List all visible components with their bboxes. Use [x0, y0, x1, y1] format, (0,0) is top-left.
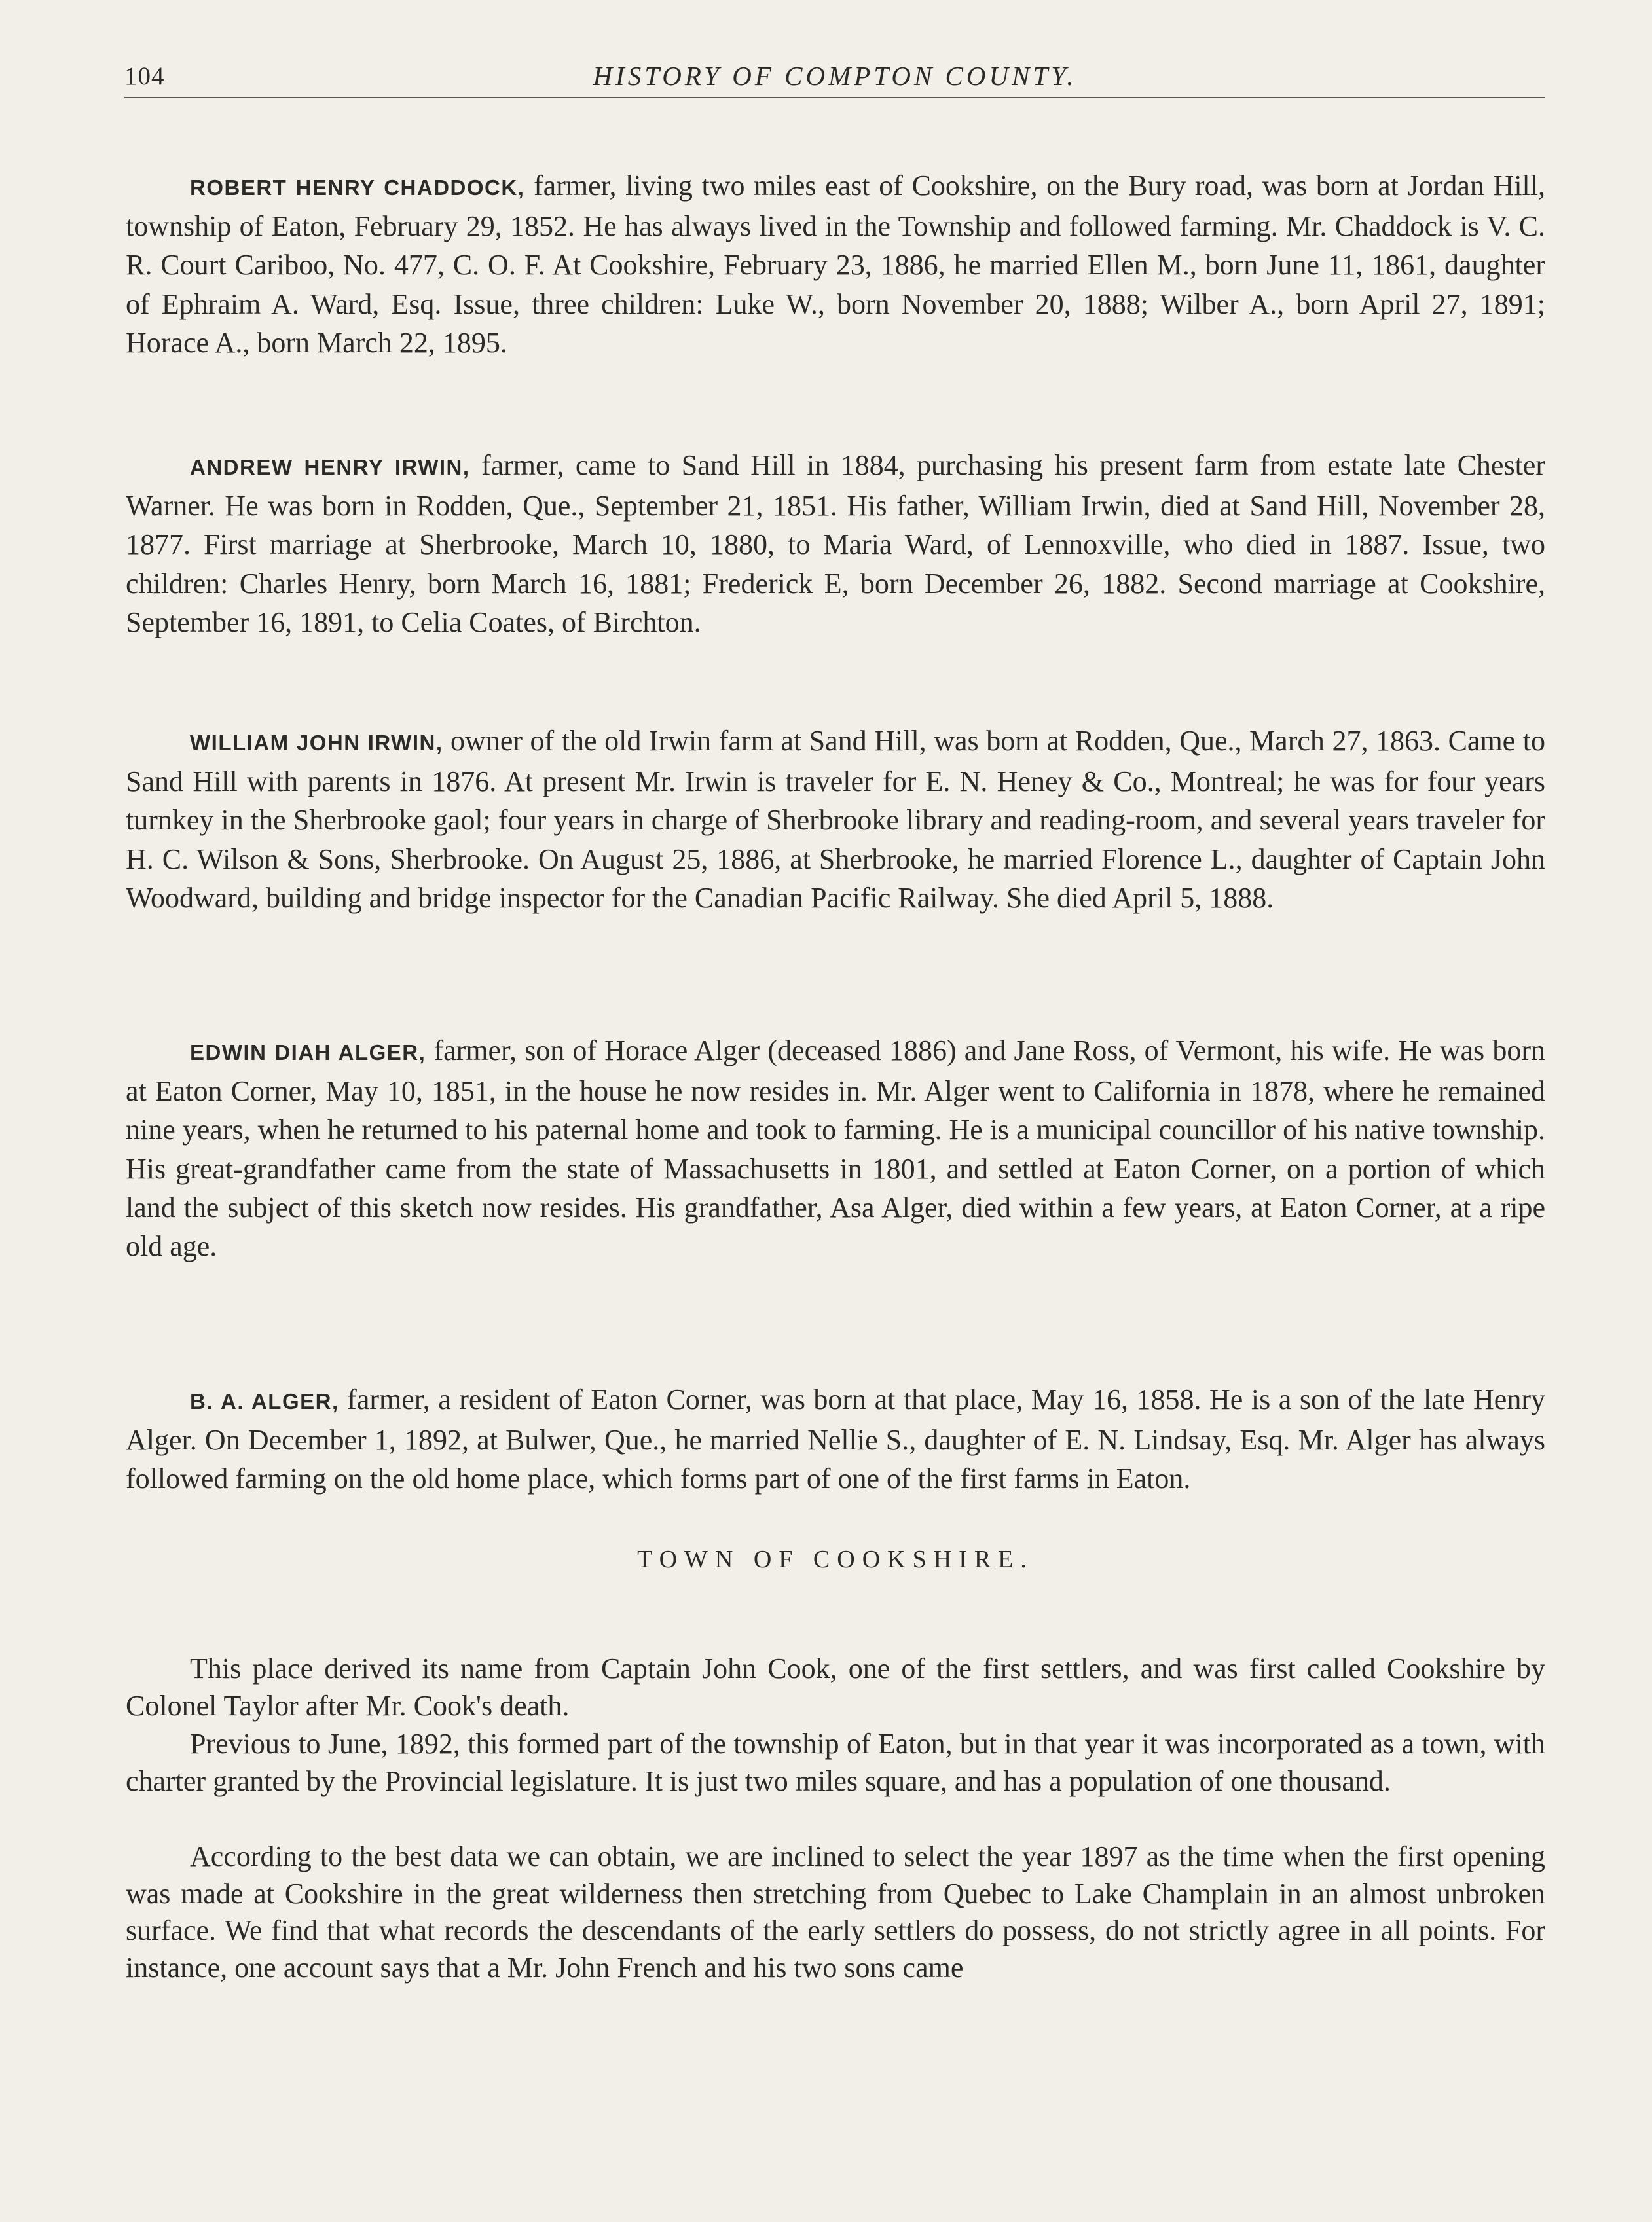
biography-b-a-alger — [126, 1380, 1545, 1499]
biography-text: farmer, son of Horace Alger (deceased 1886) and Jane Ross, of Vermont, his wife. He was born at Eaton Corner, May 10, 1851, in the house he now resides in. Mr. Alger went to California in 1878, where he remained nine years, when he returned to his paternal home and took to farming. He is a municipal councillor of his native township. His great-grandfather came from the state of Massachusetts in 1801, and settled at Eaton Corner, on a portion of which land the subject of this sketch now resides. His grandfather, Asa Alger, died within a few years, at Eaton Corner, at a ripe old age. — [126, 1034, 1546, 1263]
biography-text: farmer, came to Sand Hill in 1884, purchasing his present farm from estate late Chester Warner. He was born in Rodden, Que., September 21, 1851. His father, William Irwin, died at Sand Hill, November 28, 1877. First marriage at Sherbrooke, March 10, 1880, to Maria Ward, of Lennoxville, who died in 1887. Issue, two children: Charles Henry, born March 16, 1881; Frederick E, born December 26, 1882. Second marriage at Cookshire, September 16, 1891, to Celia Coates, of Birchton. — [126, 449, 1545, 638]
biography-robert-henry-chaddock — [126, 166, 1545, 362]
biography-name: ROBERT HENRY CHADDOCK, — [190, 175, 525, 200]
section-paragraph: Previous to June, 1892, this formed part of the township of Eaton, but in that year it was incorporated as a town, with charter granted by the Provincial legislature. It is just two miles square, and has a population of one thousand. — [126, 1728, 1545, 1797]
biography-name: B. A. ALGER, — [190, 1389, 339, 1413]
biography-text: farmer, a resident of Eaton Corner, was born at that place, May 16, 1858. He is a son of the late Henry Alger. On December 1, 1892, at Bulwer, Que., he married Nellie S., daughter of E. N. Lindsay, Esq. Mr. Alger has always followed farming on the old home place, which forms part of one of the first farms in Eaton. — [126, 1383, 1545, 1495]
biography-edwin-diah-alger — [126, 1031, 1545, 1266]
running-title: HISTORY OF COMPTON COUNTY. — [593, 61, 1077, 91]
biography-name: EDWIN DIAH ALGER, — [190, 1040, 426, 1065]
section-heading: TOWN OF COOKSHIRE. — [637, 1546, 1034, 1573]
biography-name: ANDREW HENRY IRWIN, — [190, 455, 470, 479]
page-number: 104 — [124, 62, 165, 90]
biography-text: owner of the old Irwin farm at Sand Hill, was born at Rodden, Que., March 27, 1863. Came to Sand Hill with parents in 1876. At present Mr. Irwin is traveler for E. N. Heney & Co., Montreal; he was for four years turnkey in the Sherbrooke gaol; four years in charge of Sherbrooke library and reading-room, and several years traveler for H. C. Wilson & Sons, Sherbrooke. On August 25, 1886, at Sherbrooke, he married Florence L., daughter of Captain John Woodward, building and bridge inspector for the Canadian Pacific Railway. She died April 5, 1888. — [126, 725, 1545, 914]
section-paragraph: According to the best data we can obtain, we are inclined to select the year 1897 as the time when the first opening was made at Cookshire in the great wilderness then stretching from Quebec to Lake Champlain in an almost unbroken surface. We find that what records the descendants of the early settlers do possess, do not strictly agree in all points. For instance, one account says that a Mr. John French and his two sons came — [126, 1840, 1545, 1984]
biography-text: farmer, living two miles east of Cookshire, on the Bury road, was born at Jordan Hill, township of Eaton, February 29, 1852. He has always lived in the Township and followed farming. Mr. Chaddock is V. C. R. Court Cariboo, No. 477, C. O. F. At Cookshire, February 23, 1886, he married Ellen M., born June 11, 1861, daughter of Ephraim A. Ward, Esq. Issue, three children: Luke W., born November 20, 1888; Wilber A., born April 27, 1891; Horace A., born March 22, 1895. — [126, 170, 1545, 359]
biography-william-john-irwin — [126, 721, 1545, 917]
biography-andrew-henry-irwin — [126, 446, 1545, 642]
section-paragraph: This place derived its name from Captain John Cook, one of the first settlers, and was first called Cookshire by Colonel Taylor after Mr. Cook's death. — [126, 1652, 1545, 1722]
biography-name: WILLIAM JOHN IRWIN, — [190, 731, 443, 755]
page-header — [124, 58, 1545, 98]
